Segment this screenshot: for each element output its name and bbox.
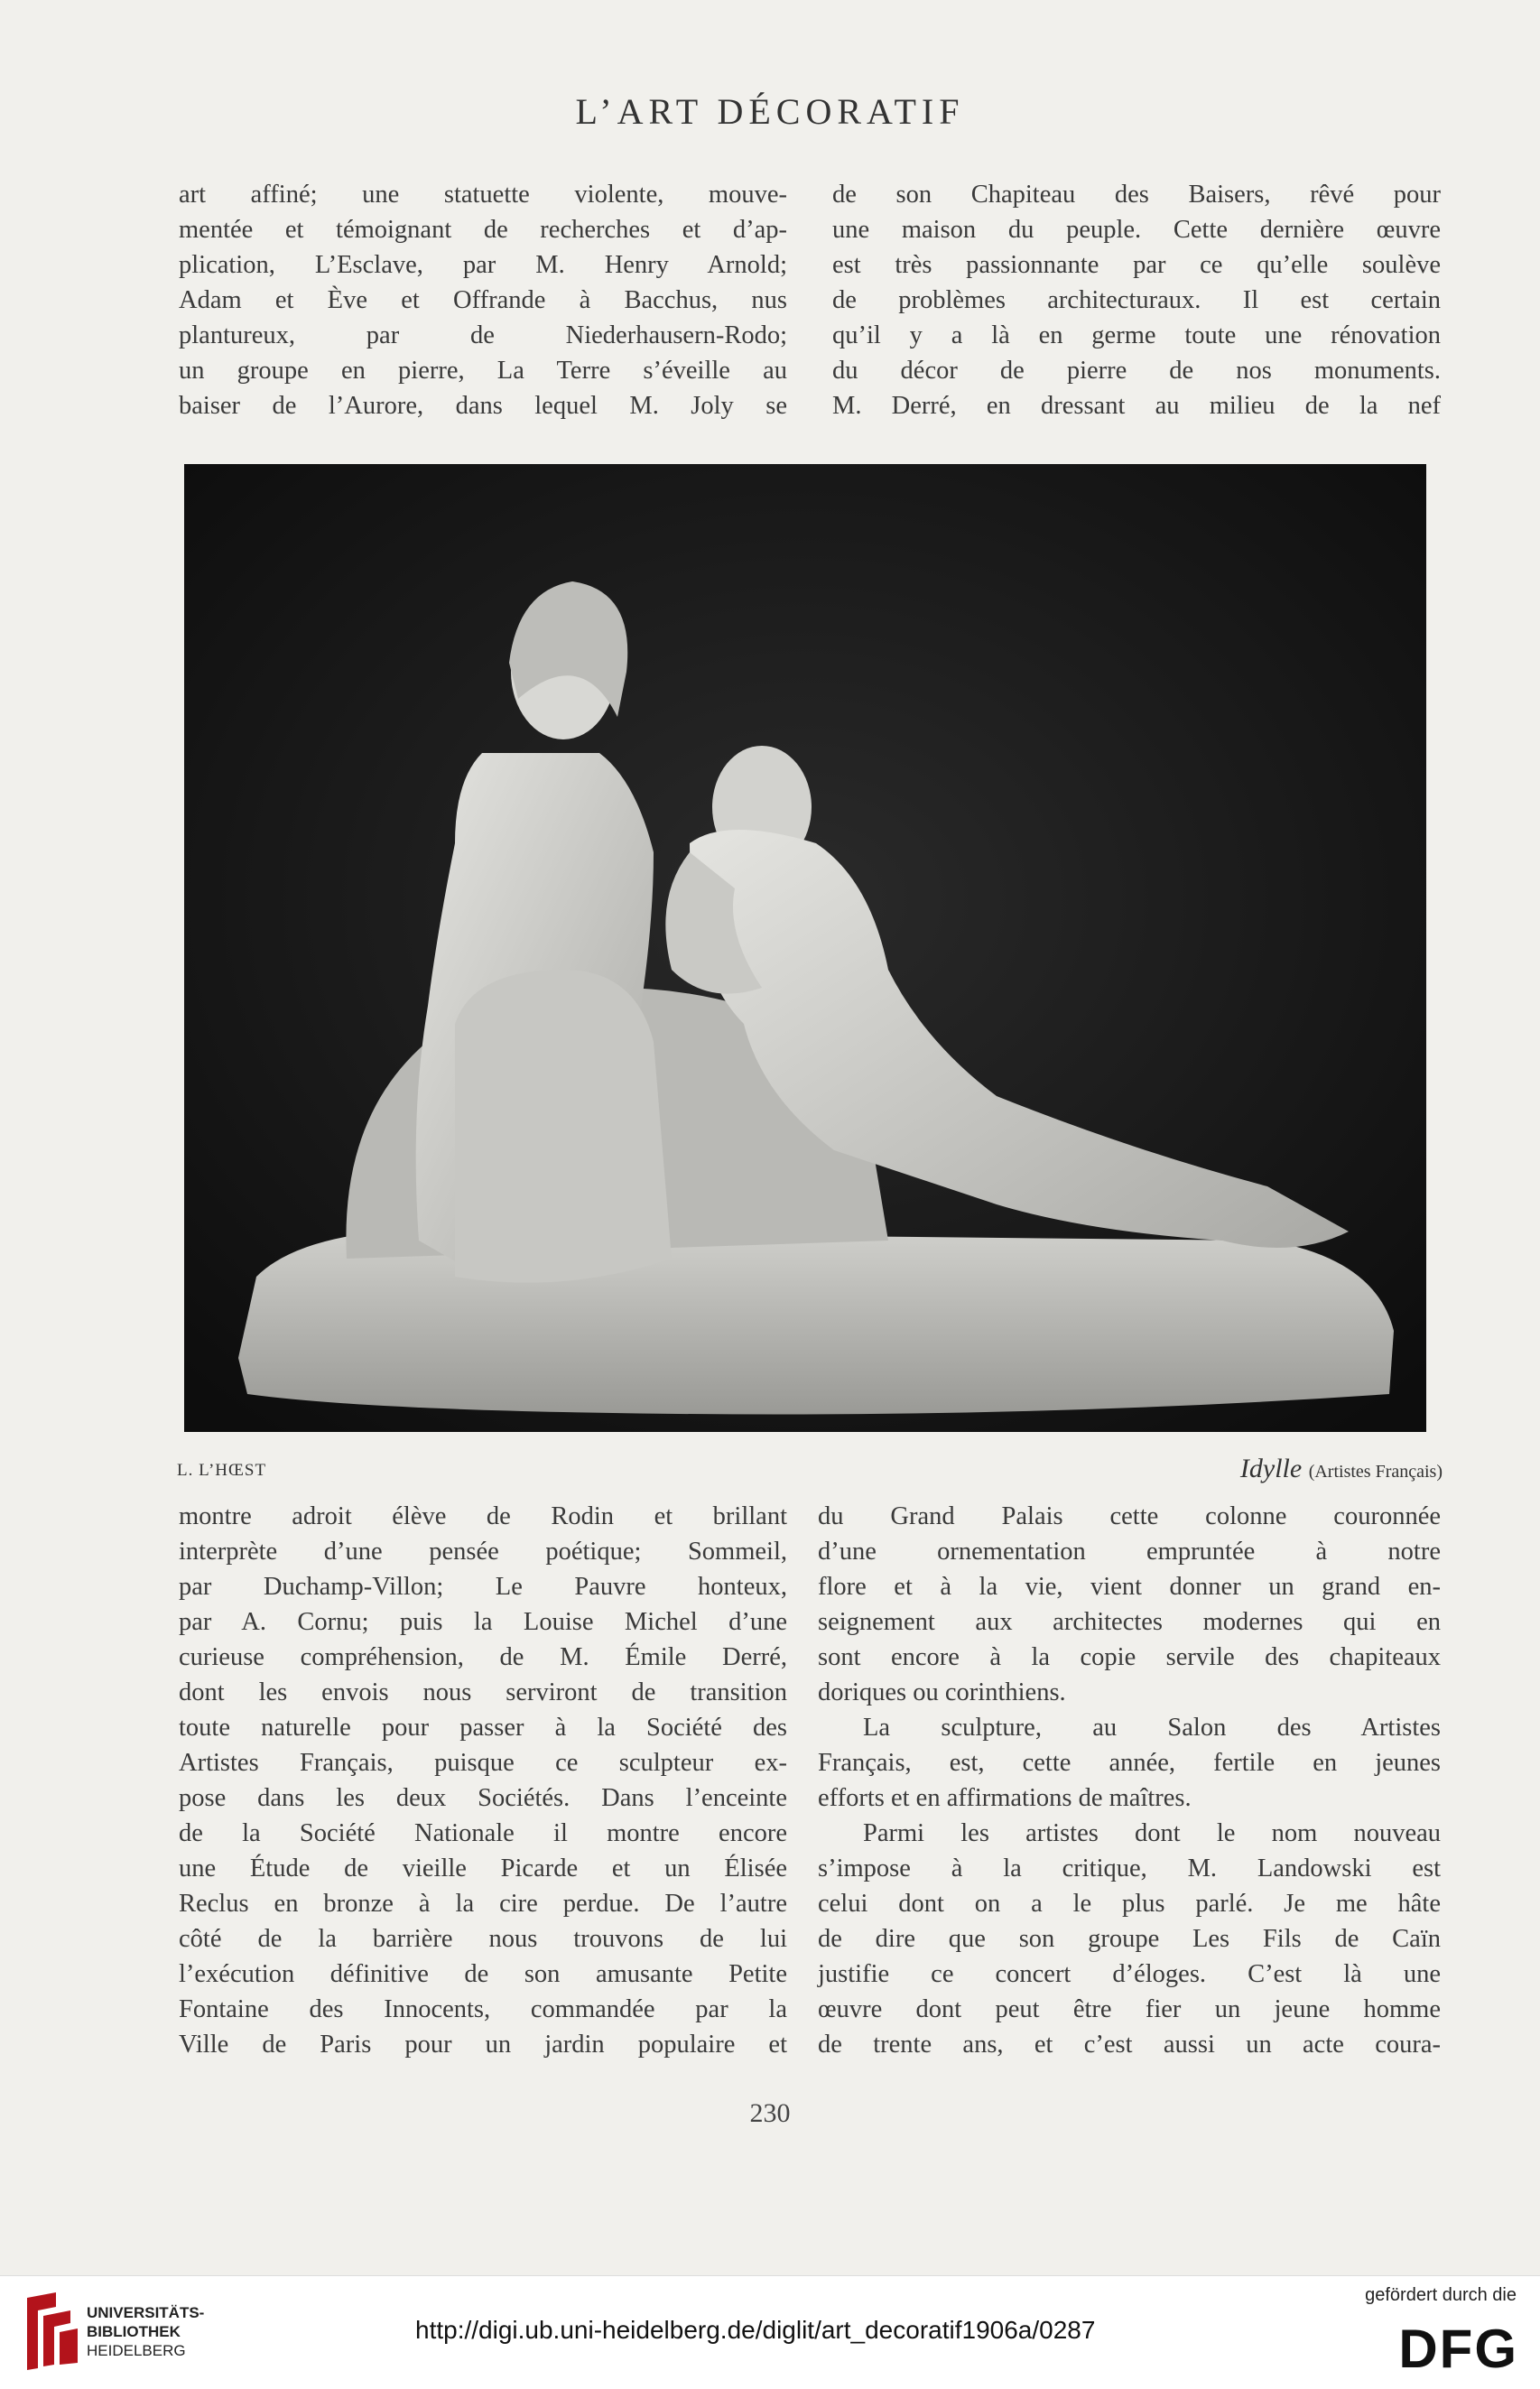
text-line: mentée et témoignant de recherches et d’ap- [179, 216, 787, 244]
figure-caption [1240, 1454, 1443, 1484]
page-title: L’ART DÉCORATIF [575, 91, 965, 132]
text-line: Adam et Ève et Offrande à Bacchus, nus [179, 286, 787, 314]
text-line: de problèmes architecturaux. Il est certain [832, 286, 1441, 314]
text-line: de dire que son groupe Les Fils de Caïn [818, 1925, 1441, 1953]
text-line: art affiné; une statuette violente, mouve- [179, 181, 787, 209]
text-line: de la Société Nationale il montre encore [179, 1819, 787, 1847]
library-name-line: BIBLIOTHEK [87, 2323, 181, 2340]
text-line: s’impose à la critique, M. Landowski est [818, 1854, 1441, 1882]
text-line: seignement aux architectes modernes qui en [818, 1608, 1441, 1636]
text-line: toute naturelle pour passer à la Société des [179, 1714, 787, 1742]
text-line: Artistes Français, puisque ce sculpteur ex- [179, 1749, 787, 1777]
caption-title: Idylle [1239, 1454, 1303, 1483]
text-line: efforts et en affirmations de maîtres. [818, 1784, 1192, 1812]
text-line: justifie ce concert d’éloges. C’est là une [818, 1960, 1441, 1988]
library-name-line: HEIDELBERG [87, 2342, 186, 2359]
text-column-bottom-left [179, 1499, 787, 2062]
text-line: du Grand Palais cette colonne couronnée [818, 1502, 1441, 1530]
text-column-bottom-right [818, 1499, 1441, 2062]
text-line: montre adroit élève de Rodin et brillant [179, 1502, 787, 1530]
text-line: une Étude de vieille Picarde et un Élisée [179, 1854, 787, 1882]
text-line: du décor de pierre de nos monuments. [832, 357, 1441, 385]
library-name [87, 2303, 204, 2360]
library-logo-icon [20, 2289, 83, 2375]
text-line: M. Derré, en dressant au milieu de la nef [832, 392, 1441, 420]
text-line: plantureux, par de Niederhausern-Rodo; [179, 321, 787, 349]
text-line: Reclus en bronze à la cire perdue. De l’autre [179, 1890, 787, 1918]
text-column-top-left [179, 177, 787, 423]
library-name-line: UNIVERSITÄTS- [87, 2304, 205, 2321]
text-line: baiser de l’Aurore, dans lequel M. Joly se [179, 392, 787, 420]
text-line: d’une ornementation empruntée à notre [818, 1538, 1441, 1566]
text-line: La sculpture, au Salon des Artistes [863, 1714, 1441, 1742]
text-line: sont encore à la copie servile des chapiteaux [818, 1643, 1441, 1671]
text-line: côté de la barrière nous trouvons de lui [179, 1925, 787, 1953]
text-line: pose dans les deux Sociétés. Dans l’enceinte [179, 1784, 787, 1812]
text-line: dont les envois nous serviront de transition [179, 1678, 787, 1706]
text-line: interprète d’une pensée poétique; Sommeil, [179, 1538, 787, 1566]
funder-note: gefördert durch die [1365, 2285, 1517, 2305]
text-line: par A. Cornu; puis la Louise Michel d’une [179, 1608, 787, 1636]
caption-note: (Artistes Français) [1308, 1462, 1443, 1482]
text-line: Ville de Paris pour un jardin populaire et [179, 2031, 787, 2059]
text-line: un groupe en pierre, La Terre s’éveille au [179, 357, 787, 385]
text-line: Parmi les artistes dont le nom nouveau [863, 1819, 1441, 1847]
sculpture-illustration [184, 464, 1426, 1432]
page-number: 230 [749, 2098, 791, 2128]
text-line: doriques ou corinthiens. [818, 1678, 1066, 1706]
text-line: est très passionnante par ce qu’elle soulève [832, 251, 1441, 279]
source-url-link[interactable]: http://digi.ub.uni-heidelberg.de/diglit/art_decoratif1906a/0287 [415, 2316, 1096, 2344]
text-line: plication, L’Esclave, par M. Henry Arnold; [179, 251, 787, 279]
text-line: une maison du peuple. Cette dernière œuvre [832, 216, 1441, 244]
text-line: curieuse compréhension, de M. Émile Derré, [179, 1643, 787, 1671]
text-line: œuvre dont peut être fier un jeune homme [818, 1995, 1441, 2023]
text-line: par Duchamp-Villon; Le Pauvre honteux, [179, 1573, 787, 1601]
sculpture-photograph [184, 464, 1426, 1432]
photo-credit: L. L’HŒST [177, 1461, 267, 1480]
text-line: flore et à la vie, vient donner un grand en- [818, 1573, 1441, 1601]
text-line: celui dont on a le plus parlé. Je me hâte [818, 1890, 1441, 1918]
dfg-logo: DFG [1398, 2319, 1518, 2379]
text-line: l’exécution définitive de son amusante Petite [179, 1960, 787, 1988]
text-line: Français, est, cette année, fertile en jeunes [818, 1749, 1441, 1777]
text-column-top-right [832, 177, 1441, 423]
text-line: de son Chapiteau des Baisers, rêvé pour [832, 181, 1441, 209]
text-line: de trente ans, et c’est aussi un acte coura- [818, 2031, 1441, 2059]
text-line: qu’il y a là en germe toute une rénovation [832, 321, 1441, 349]
digitization-footer [0, 2275, 1540, 2389]
text-line: Fontaine des Innocents, commandée par la [179, 1995, 787, 2023]
